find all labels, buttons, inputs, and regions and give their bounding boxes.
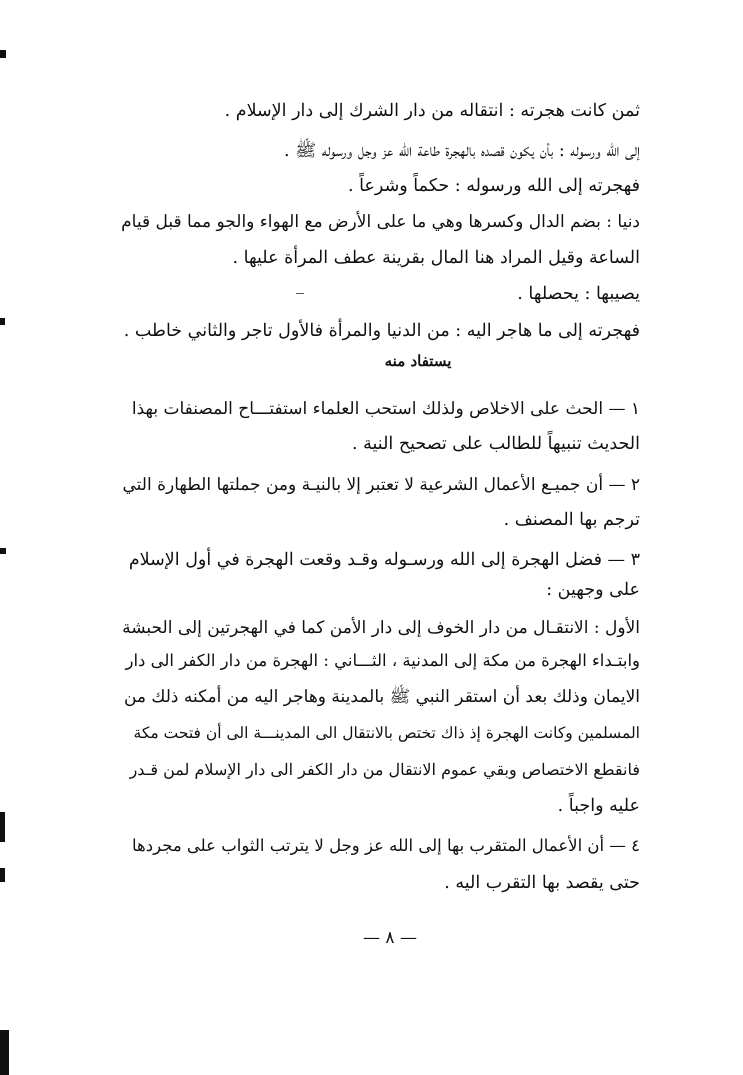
section-heading: يستفاد منه: [384, 352, 452, 370]
first-type-line-4: المسلمين وكانت الهجرة إذ ذاك تختص بالانتقال الى المدينـــة الى أن فتحت مكة: [133, 724, 640, 742]
scan-mark: [0, 50, 6, 58]
point-4-line-1: ٤ — أن الأعمال المتقرب بها إلى الله عز وجل لا يترتب الثواب على مجردها: [132, 836, 640, 855]
scan-mark: [0, 1030, 9, 1075]
point-1-line-2: الحديث تنبيهاً للطالب على تصحيح النية .: [352, 434, 640, 454]
line-1: ثمن كانت هجرته : انتقاله من دار الشرك إلى دار الإسلام .: [224, 101, 640, 121]
line-3: فهجرته إلى الله ورسوله : حكماً وشرعاً .: [348, 176, 640, 196]
point-4-line-2: حتى يقصد بها التقرب اليه .: [444, 873, 640, 893]
point-2-line-1: ٢ — أن جميـع الأعمال الشرعية لا تعتبر إلا بالنيـة ومن جملتها الطهارة التي: [122, 475, 640, 495]
line-7: فهجرته إلى ما هاجر اليه : من الدنيا والمرأة فالأول تاجر والثاني خاطب .: [123, 321, 640, 341]
scan-mark: [0, 318, 5, 325]
line-4: دنيا : بضم الدال وكسرها وهي ما على الأرض مع الهواء والجو مما قبل قيام: [121, 212, 640, 232]
stray-mark: [296, 293, 304, 294]
point-1-line-1: ١ — الحث على الاخلاص ولذلك استحب العلماء استفتـــاح المصنفات بهذا: [131, 399, 640, 419]
first-type-line-1: الأول : الانتقـال من دار الخوف إلى دار الأمن كما في الهجرتين إلى الحبشة: [122, 618, 640, 638]
first-type-line-3: الايمان وذلك بعد أن استقر النبي ﷺ بالمدينة وهاجر اليه من أمكنه ذلك من: [123, 687, 640, 707]
scan-mark: [0, 548, 6, 554]
point-3-line-1: ٣ — فضل الهجرة إلى الله ورسـوله وقـد وقعت الهجرة في أول الإسلام: [128, 550, 640, 570]
line-5: الساعة وقيل المراد هنا المال بقرينة عطف المرأة عليها .: [232, 248, 640, 268]
first-type-line-2: وابتـداء الهجرة من مكة إلى المدنية ، الثـــاني : الهجرة من دار الكفر الى دار: [125, 651, 640, 670]
scan-mark: [0, 812, 5, 842]
first-type-line-5: فانقطع الاختصاص وبقي عموم الانتقال من دار الكفر الى دار الإسلام لمن قـدر: [129, 760, 640, 779]
point-3-line-2: على وجهين :: [546, 580, 640, 600]
line-2: إلى الله ورسوله : بأن يكون قصده بالهجرة طاعة الله عز وجل ورسوله ﷺ .: [284, 141, 640, 161]
point-2-line-2: ترجم بها المصنف .: [503, 510, 640, 530]
scan-mark: [0, 868, 5, 882]
first-type-line-6: عليه واجباً .: [557, 796, 640, 816]
line-6: يصيبها : يحصلها .: [517, 284, 640, 304]
page-number: — ٨ —: [363, 928, 417, 948]
